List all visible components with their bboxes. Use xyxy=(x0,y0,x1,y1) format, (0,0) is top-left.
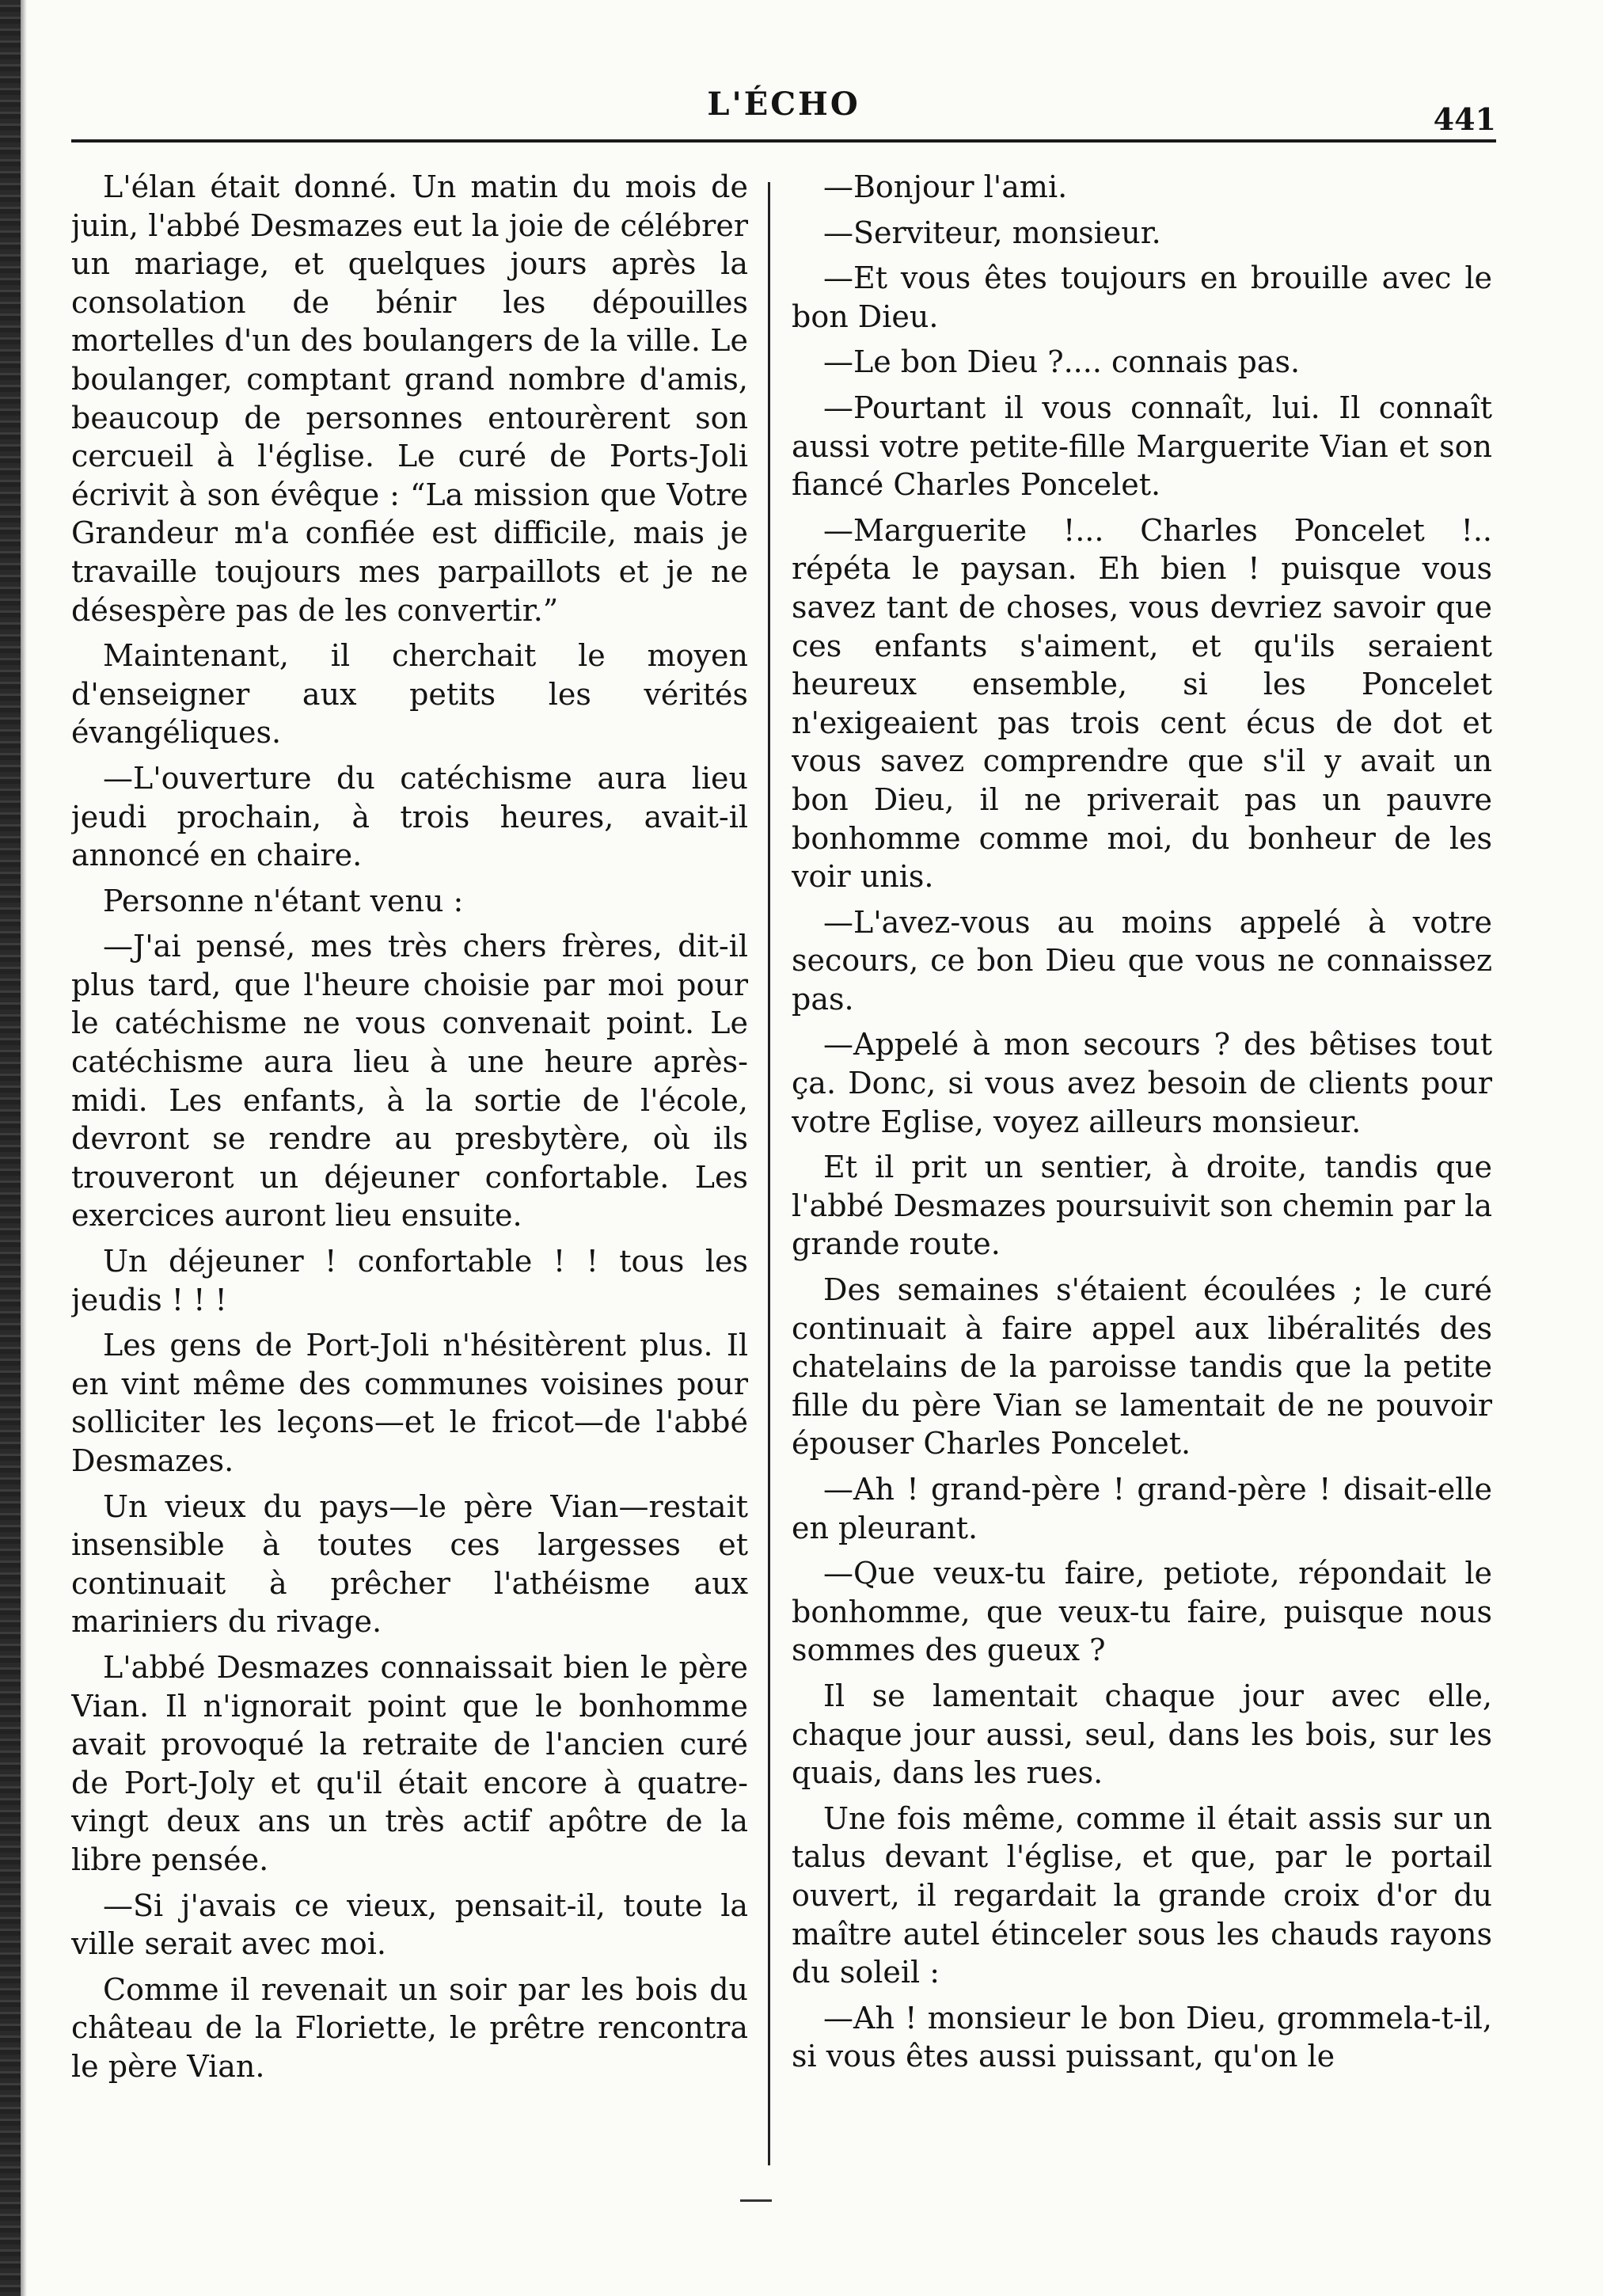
paragraph: L'abbé Desmazes connaissait bien le père Vian. Il n'ignorait point que le bonhomme avait provoqué la retraite de l'ancien curé de Port-Joly et qu'il était encore à quatre-vingt deux ans un très actif apôtre de la libre pensée. xyxy=(71,1649,748,1877)
scan-edge-shadow xyxy=(0,0,21,2296)
paragraph: —L'ouverture du catéchisme aura lieu jeudi prochain, à trois heures, avait-il annoncé en chaire. xyxy=(71,760,748,873)
page-number: 441 xyxy=(1433,101,1496,137)
column-divider xyxy=(768,182,770,2165)
paragraph: —Le bon Dieu ?.... connais pas. xyxy=(823,344,1301,380)
paragraph: Il se lamentait chaque jour avec elle, chaque jour aussi, seul, dans les bois, sur les quais, dans les rues. xyxy=(792,1678,1492,1791)
paragraph: —Appelé à mon secours ? des bêtises tout ça. Donc, si vous avez besoin de clients pour votre Eglise, voyez ailleurs monsieur. xyxy=(792,1027,1492,1139)
paragraph: —Ah ! monsieur le bon Dieu, grommela-t-il, si vous êtes aussi puissant, qu'on le xyxy=(792,2000,1492,2074)
paragraph: —Bonjour l'ami. xyxy=(823,169,1068,204)
right-column xyxy=(792,168,1492,2195)
paragraph: L'élan était donné. Un matin du mois de juin, l'abbé Desmazes eut la joie de célébrer un mariage, et quelques jours après la consolation de bénir les dépouilles mortelles d'un des boulangers de la ville. Le boulanger, comptant grand nombre d'amis, beaucoup de personnes entourèrent son cercueil à l'église. Le curé de Ports-Joli écrivit à son évêque : “La mission que Votre Grandeur m'a confiée est difficile, mais je travaille toujours mes parpaillots et je ne désespère pas de les convertir.” xyxy=(71,169,748,628)
running-title: L'ÉCHO xyxy=(707,86,860,123)
paragraph: Des semaines s'étaient écoulées ; le curé continuait à faire appel aux libéralités des chatelains de la paroisse tandis que la petite fille du père Vian se lamentait de ne pouvoir épouser Charles Poncelet. xyxy=(792,1272,1492,1462)
paragraph: Personne n'étant venu : xyxy=(103,883,464,918)
left-column xyxy=(71,168,748,2195)
paragraph: —Si j'avais ce vieux, pensait-il, toute la ville serait avec moi. xyxy=(71,1887,748,1962)
footer-dash xyxy=(740,2199,772,2202)
paragraph: —J'ai pensé, mes très chers frères, dit-il plus tard, que l'heure choisie par moi pour le catéchisme ne vous convenait point. Le catéchisme aura lieu à une heure après-midi. Les enfants, à la sortie de l'école, devront se rendre au presbytère, où ils trouveront un déjeuner confortable. Les exercices auront lieu ensuite. xyxy=(71,929,748,1234)
paragraph: Maintenant, il cherchait le moyen d'enseigner aux petits les vérités évangéliques. xyxy=(71,638,748,751)
paragraph: Et il prit un sentier, à droite, tandis que l'abbé Desmazes poursuivit son chemin par la grande route. xyxy=(792,1150,1492,1262)
page-header xyxy=(71,76,1496,139)
paragraph: —Serviteur, monsieur. xyxy=(823,215,1161,250)
paragraph: Un vieux du pays—le père Vian—restait insensible à toutes ces largesses et continuait à prêcher l'athéisme aux mariniers du rivage. xyxy=(71,1488,748,1640)
paragraph: Une fois même, comme il était assis sur un talus devant l'église, et que, par le portail ouvert, il regardait la grande croix d'or du maître autel étinceler sous les chauds rayons du soleil : xyxy=(792,1800,1492,1990)
paragraph: —Et vous êtes toujours en brouille avec le bon Dieu. xyxy=(792,260,1492,334)
paragraph: —L'avez-vous au moins appelé à votre secours, ce bon Dieu que vous ne connaissez pas. xyxy=(792,904,1492,1017)
paragraph: —Que veux-tu faire, petiote, répondait le bonhomme, que veux-tu faire, puisque nous sommes des gueux ? xyxy=(792,1556,1492,1668)
paragraph: —Ah ! grand-père ! grand-père ! disait-elle en pleurant. xyxy=(792,1472,1492,1545)
header-rule xyxy=(71,139,1496,143)
paragraph: —Pourtant il vous connaît, lui. Il connaît aussi votre petite-fille Marguerite Vian et son fiancé Charles Poncelet. xyxy=(792,390,1492,503)
paragraph: Un déjeuner ! confortable ! ! tous les jeudis ! ! ! xyxy=(71,1244,748,1317)
paragraph: Les gens de Port-Joli n'hésitèrent plus. Il en vint même des communes voisines pour solliciter les leçons—et le fricot—de l'abbé Desmazes. xyxy=(71,1328,748,1478)
paragraph: Comme il revenait un soir par les bois du château de la Floriette, le prêtre rencontra le père Vian. xyxy=(71,1971,748,2084)
paragraph: —Marguerite !... Charles Poncelet !.. répéta le paysan. Eh bien ! puisque vous savez tant de choses, vous devriez savoir que ces enfants s'aiment, et qu'ils seraient heureux ensemble, si les Poncelet n'exigeaient pas trois cent écus de dot et vous savez comprendre que s'il y avait un bon Dieu, il ne priverait pas un pauvre bonhomme comme moi, du bonheur de les voir unis. xyxy=(792,512,1492,895)
scan-edge-gradient xyxy=(21,0,27,2296)
